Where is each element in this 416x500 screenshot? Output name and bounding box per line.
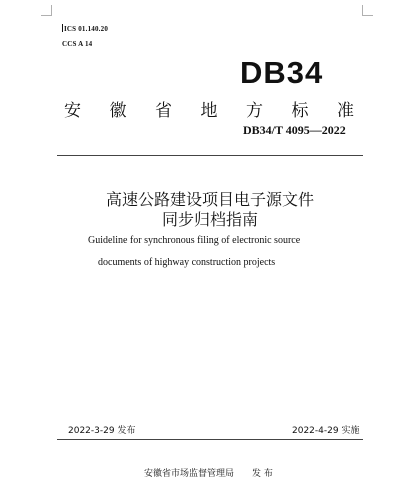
standard-code: DB34 <box>240 55 324 90</box>
chinese-title-line-2: 同步归档指南 <box>161 210 258 229</box>
chinese-title-line-1: 高速公路建设项目电子源文件 <box>105 190 314 209</box>
text-cursor-icon <box>62 24 63 32</box>
crop-mark-top-left <box>41 5 52 16</box>
standard-name <box>64 96 354 121</box>
issuer-action: 发 布 <box>252 469 273 479</box>
ics-code <box>62 24 108 33</box>
english-title-line-2: documents of highway construction projects <box>98 257 276 268</box>
issuer-line <box>144 466 273 479</box>
standard-name-char: 省 <box>155 101 172 121</box>
standard-name-char: 准 <box>337 101 354 121</box>
ccs-code: CCS A 14 <box>62 40 93 48</box>
ics-code-text: ICS 01.140.20 <box>64 25 109 33</box>
standard-name-char: 方 <box>246 101 263 121</box>
crop-mark-top-right <box>362 5 373 16</box>
bottom-divider <box>57 439 363 440</box>
implementation-date: 2022-4-29 实施 <box>292 426 360 436</box>
standard-name-char: 标 <box>291 101 309 121</box>
english-title-line-1: Guideline for synchronous filing of electronic source <box>88 235 301 246</box>
standard-name-char: 徽 <box>109 101 127 121</box>
standard-number: DB34/T 4095—2022 <box>243 123 346 137</box>
standard-name-char: 地 <box>200 101 218 121</box>
standard-name-char: 安 <box>64 101 81 121</box>
issuer-name: 安徽省市场监督管理局 <box>144 469 235 479</box>
issue-date: 2022-3-29 发布 <box>68 426 136 436</box>
top-divider <box>57 155 363 156</box>
